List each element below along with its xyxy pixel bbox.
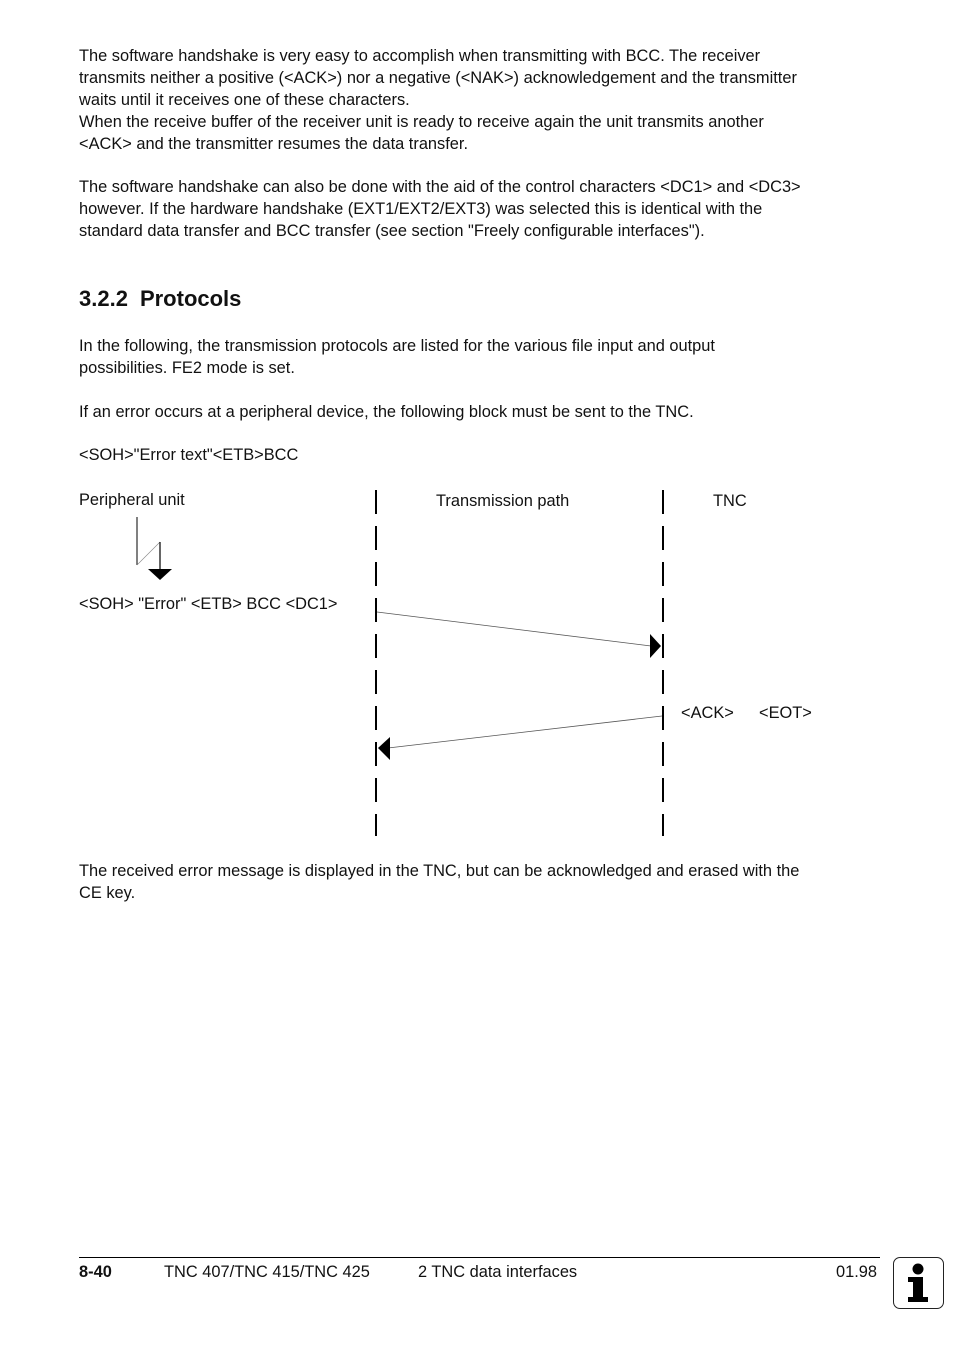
error-paragraph: If an error occurs at a peripheral device, the following block must be sent to the TNC. [79, 403, 694, 421]
text-line: The software handshake can also be done with the aid of the control characters <DC1> and <DC3> [79, 178, 801, 196]
eot-label: <EOT> [759, 704, 812, 722]
text-line: The software handshake is very easy to accomplish when transmitting with BCC. The receiver [79, 47, 761, 65]
ack-label: <ACK> [681, 704, 734, 722]
info-icon [893, 1257, 944, 1309]
text-line: however. If the hardware handshake (EXT1/EXT2/EXT3) was selected this is identical with the [79, 200, 763, 218]
footer-product: TNC 407/TNC 415/TNC 425 [164, 1263, 370, 1281]
text-line: In the following, the transmission protocols are listed for the various file input and output [79, 337, 715, 355]
text-line: When the receive buffer of the receiver unit is ready to receive again the unit transmits another [79, 113, 764, 131]
send-message-label: <SOH> "Error" <ETB> BCC <DC1> [79, 595, 338, 613]
text-line: waits until it receives one of these characters. [79, 91, 410, 109]
text-line: transmits neither a positive (<ACK>) nor a negative (<NAK>) acknowledgement and the transmitter [79, 69, 797, 87]
text-line: possibilities. FE2 mode is set. [79, 359, 295, 377]
block-format: <SOH>"Error text"<ETB>BCC [79, 446, 299, 464]
footer-chapter: 2 TNC data interfaces [418, 1263, 578, 1281]
ack-message-arrow [378, 716, 662, 760]
text-line: CE key. [79, 884, 136, 902]
section-number: 3.2.2 [79, 286, 128, 311]
text-line: <ACK> and the transmitter resumes the data transfer. [79, 135, 469, 153]
send-message-arrow [377, 612, 661, 658]
footer-date: 01.98 [836, 1263, 878, 1281]
peripheral-unit-label: Peripheral unit [79, 491, 185, 509]
page-number: 8-40 [79, 1263, 112, 1281]
text-line: The received error message is displayed in the TNC, but can be acknowledged and erased with the [79, 862, 800, 880]
down-arrow-icon [137, 517, 172, 580]
section-title: Protocols [139, 286, 242, 311]
tnc-label: TNC [713, 492, 747, 510]
transmission-path-label: Transmission path [436, 492, 570, 510]
closing-paragraph [79, 860, 889, 904]
footer-rule [79, 1257, 880, 1258]
text-line: standard data transfer and BCC transfer (see section "Freely configurable interfaces"). [79, 222, 705, 240]
